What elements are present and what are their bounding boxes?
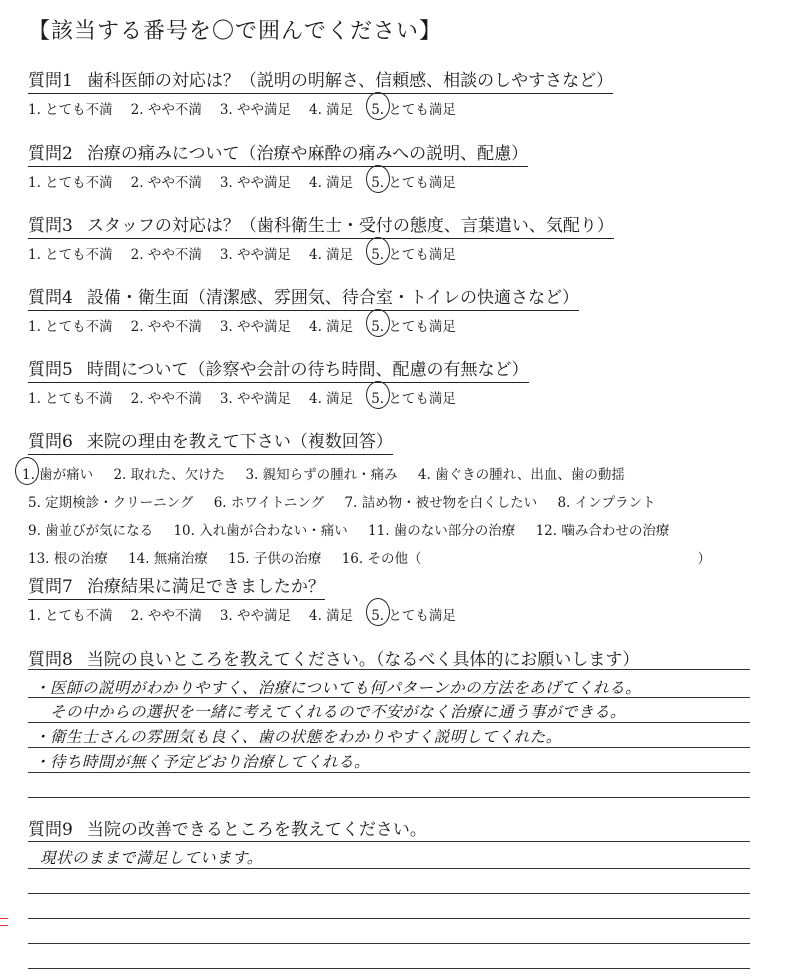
- rating-options: [28, 387, 798, 407]
- reason-option[interactable]: 3. 親知らずの腫れ・痛み: [245, 467, 398, 483]
- form-header: 【該当する番号を〇で囲んでください】: [28, 19, 443, 44]
- reason-option[interactable]: 4. 歯ぐきの腫れ、出血、歯の動揺: [417, 467, 625, 483]
- reason-option[interactable]: 14. 無痛治療: [128, 551, 208, 567]
- option-3[interactable]: 3. やや満足: [219, 391, 292, 407]
- answer-line: [28, 918, 750, 919]
- option-3[interactable]: 3. やや満足: [219, 102, 292, 118]
- answer-line: [28, 968, 750, 969]
- option-3[interactable]: 3. やや満足: [219, 319, 292, 335]
- reason-option[interactable]: 6. ホワイトニング: [213, 495, 325, 511]
- option-1[interactable]: 1. とても不満: [28, 391, 113, 407]
- reason-row: [22, 463, 798, 483]
- question-title: [28, 427, 393, 455]
- question-7: [28, 572, 798, 624]
- red-mark: [0, 918, 8, 926]
- option-4[interactable]: 4. 満足: [309, 391, 354, 407]
- rating-options: [28, 243, 798, 263]
- reason-row: [28, 491, 798, 511]
- question-number: 質問2: [28, 144, 73, 164]
- reason-row: [28, 547, 798, 567]
- option-2[interactable]: 2. やや不満: [130, 319, 202, 335]
- option-5-circled[interactable]: 5. とても満足: [371, 387, 456, 407]
- option-5-circled[interactable]: 5. とても満足: [371, 604, 456, 624]
- rating-options: [28, 98, 798, 118]
- answer-line: [28, 772, 750, 773]
- question-title: [28, 66, 613, 94]
- handwritten-answer[interactable]: 現状のままで満足しています。: [40, 849, 263, 867]
- question-title: [28, 355, 529, 383]
- answer-line: [28, 722, 750, 723]
- handwritten-answer[interactable]: ・医師の説明がわかりやすく、治療についても何パターンかの方法をあげてくれる。: [34, 679, 642, 697]
- question-number: 質問3: [28, 216, 73, 236]
- question-text: 当院の良いところを教えてください。（なるべく具体的にお願いします）: [86, 650, 640, 670]
- option-1[interactable]: 1. とても不満: [28, 608, 113, 624]
- option-4[interactable]: 4. 満足: [309, 608, 354, 624]
- reason-option-other[interactable]: 16. その他（: [341, 551, 422, 567]
- question-number: 質問4: [28, 288, 73, 308]
- option-4[interactable]: 4. 満足: [309, 319, 354, 335]
- answer-line: [28, 669, 750, 670]
- question-text: 来院の理由を教えて下さい（複数回答）: [86, 432, 393, 452]
- question-text: 歯科医師の対応は？（説明の明解さ、信頼感、相談のしやすさなど）: [86, 71, 614, 91]
- reason-option[interactable]: 2. 取れた、欠けた: [113, 467, 226, 483]
- option-4[interactable]: 4. 満足: [309, 175, 354, 191]
- answer-line: [28, 943, 750, 944]
- answer-line: [28, 868, 750, 869]
- question-4: [28, 283, 798, 335]
- question-number: 質問7: [28, 577, 73, 597]
- option-2[interactable]: 2. やや不満: [130, 608, 202, 624]
- option-4[interactable]: 4. 満足: [309, 102, 354, 118]
- option-2[interactable]: 2. やや不満: [130, 175, 202, 191]
- option-5-circled[interactable]: 5. とても満足: [371, 243, 456, 263]
- question-title: [28, 645, 639, 672]
- answer-line: [28, 797, 750, 798]
- reason-option[interactable]: 5. 定期検診・クリーニング: [28, 495, 194, 511]
- answer-line: [28, 841, 750, 842]
- handwritten-answer[interactable]: その中からの選択を一緒に考えてくれるので不安がなく治療に通う事ができる。: [50, 703, 627, 721]
- option-2[interactable]: 2. やや不満: [130, 247, 202, 263]
- option-5-circled[interactable]: 5. とても満足: [371, 171, 456, 191]
- answer-line: [28, 893, 750, 894]
- question-title: [28, 139, 528, 167]
- reason-option[interactable]: 12. 噛み合わせの治療: [535, 523, 670, 539]
- question-text: 設備・衛生面（清潔感、雰囲気、待合室・トイレの快適さなど）: [86, 288, 579, 308]
- reason-option[interactable]: 15. 子供の治療: [228, 551, 322, 567]
- question-number: 質問9: [28, 820, 73, 840]
- reason-option[interactable]: 13. 根の治療: [28, 551, 108, 567]
- question-8: [28, 645, 798, 672]
- option-5-circled[interactable]: 5. とても満足: [371, 98, 456, 118]
- question-number: 質問5: [28, 360, 73, 380]
- reason-option[interactable]: 9. 歯並びが気になる: [28, 523, 154, 539]
- reason-option-circled[interactable]: 1. 歯が痛い: [22, 463, 93, 483]
- option-3[interactable]: 3. やや満足: [219, 608, 292, 624]
- option-1[interactable]: 1. とても不満: [28, 175, 113, 191]
- rating-options: [28, 171, 798, 191]
- reason-option[interactable]: 7. 詰め物・被せ物を白くしたい: [344, 495, 538, 511]
- rating-options: [28, 315, 798, 335]
- question-9: [28, 815, 798, 842]
- other-close-paren: ）: [697, 551, 711, 567]
- option-2[interactable]: 2. やや不満: [130, 391, 202, 407]
- handwritten-answer[interactable]: ・衛生士さんの雰囲気も良く、歯の状態をわかりやすく説明してくれた。: [34, 728, 562, 746]
- question-title: [28, 815, 427, 842]
- reason-row: [28, 519, 798, 539]
- question-number: 質問8: [28, 650, 73, 670]
- option-4[interactable]: 4. 満足: [309, 247, 354, 263]
- question-1: [28, 66, 798, 118]
- question-number: 質問1: [28, 71, 73, 91]
- answer-line: [28, 697, 750, 698]
- option-2[interactable]: 2. やや不満: [130, 102, 202, 118]
- reason-option[interactable]: 11. 歯のない部分の治療: [368, 523, 516, 539]
- question-number: 質問6: [28, 432, 73, 452]
- question-text: スタッフの対応は？（歯科衛生士・受付の態度、言葉遣い、気配り）: [86, 216, 614, 236]
- question-title: [28, 211, 614, 239]
- option-3[interactable]: 3. やや満足: [219, 175, 292, 191]
- question-2: [28, 139, 798, 191]
- rating-options: [28, 604, 798, 624]
- question-3: [28, 211, 798, 263]
- option-1[interactable]: 1. とても不満: [28, 319, 113, 335]
- question-text: 治療結果に満足できましたか？: [86, 577, 325, 597]
- handwritten-answer[interactable]: ・待ち時間が無く予定どおり治療してくれる。: [34, 753, 371, 771]
- option-3[interactable]: 3. やや満足: [219, 247, 292, 263]
- question-title: [28, 572, 325, 600]
- question-5: [28, 355, 798, 407]
- question-6: [22, 427, 798, 567]
- question-text: 治療の痛みについて（治療や麻酔の痛みへの説明、配慮）: [86, 144, 529, 164]
- reason-option[interactable]: 10. 入れ歯が合わない・痛い: [173, 523, 348, 539]
- option-1[interactable]: 1. とても不満: [28, 247, 113, 263]
- question-title: [28, 283, 579, 311]
- option-1[interactable]: 1. とても不満: [28, 102, 113, 118]
- option-5-circled[interactable]: 5. とても満足: [371, 315, 456, 335]
- answer-line: [28, 747, 750, 748]
- reason-option[interactable]: 8. インプラント: [557, 495, 656, 511]
- question-text: 当院の改善できるところを教えてください。: [86, 820, 427, 840]
- question-text: 時間について（診察や会計の待ち時間、配慮の有無など）: [86, 360, 529, 380]
